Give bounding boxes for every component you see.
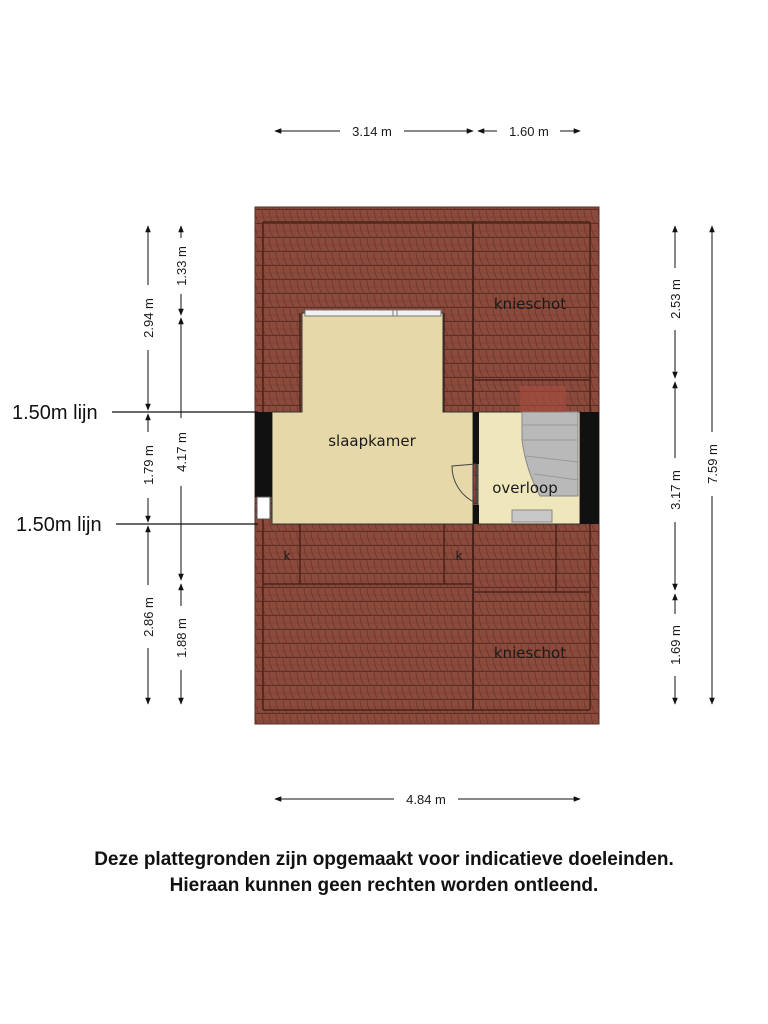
label-knieschot-top: knieschot [493,295,567,313]
dim-right-inner-middle: 3.17 m [668,470,683,510]
height-line-lower [16,514,258,536]
dim-bottom: 4.84 m [406,792,446,807]
height-line-upper [12,402,258,424]
disclaimer-line-1: Deze plattegronden zijn opgemaakt voor indicatieve doeleinden. [94,849,674,870]
dim-right-inner-top: 2.53 m [668,279,683,319]
dim-top-right: 1.60 m [509,124,549,139]
svg-text:1.50m lijn: 1.50m lijn [16,514,102,536]
label-k-right: k [455,549,463,563]
side-window [257,497,270,519]
dim-top-left: 3.14 m [352,124,392,139]
dim-right-inner-bottom: 1.69 m [668,625,683,665]
label-slaapkamer: slaapkamer [328,432,416,450]
label-k-left: k [283,549,291,563]
dim-right-outer: 7.59 m [705,444,720,484]
svg-text:1.50m lijn: 1.50m lijn [12,402,98,424]
dim-left-outer-top: 2.94 m [141,298,156,338]
slaapkamer-floor [272,313,473,524]
dim-left-inner-bottom: 1.88 m [174,618,189,658]
dim-left-inner-middle: 4.17 m [174,432,189,472]
dim-left-inner-top: 1.33 m [174,246,189,286]
dim-left-outer-bottom: 2.86 m [141,597,156,637]
label-overloop: overloop [492,479,558,497]
disclaimer-line-2: Hieraan kunnen geen rechten worden ontleend. [169,875,599,896]
dim-left-outer-middle: 1.79 m [141,445,156,485]
label-knieschot-bottom: knieschot [493,644,567,662]
roof-window [305,310,441,316]
